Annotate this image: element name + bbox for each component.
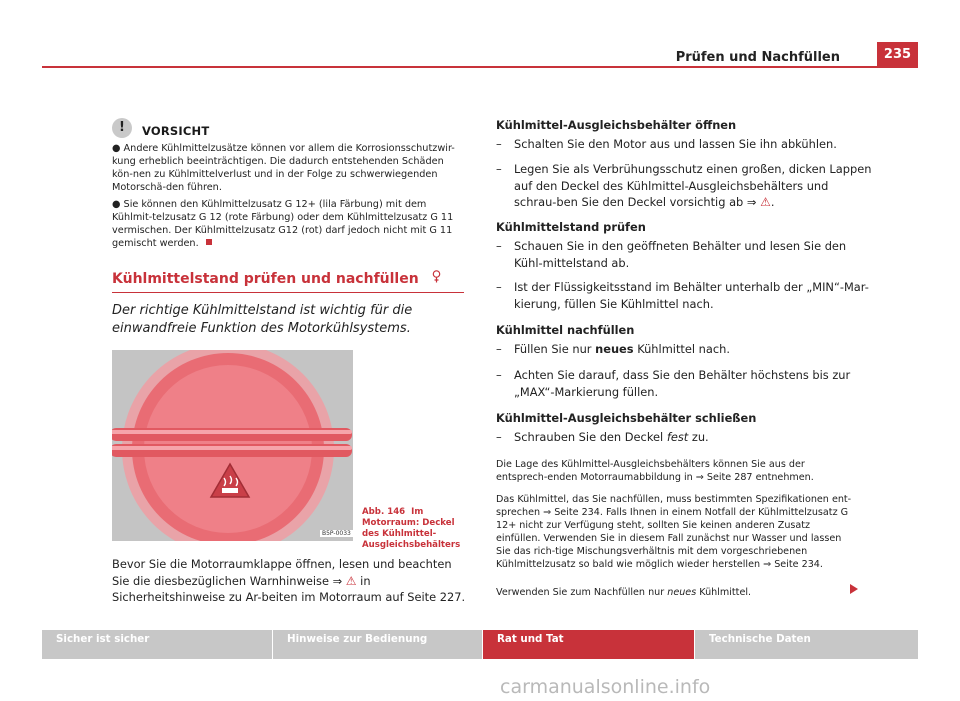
note-paragraph-1: Die Lage des Kühlmittel-Ausgleichsbehälters können Sie aus der entsprech-enden Motorraumabbildung in ⇒ Seite 287 entnehmen. bbox=[496, 459, 814, 483]
subheading-close: Kühlmittel-Ausgleichsbehälter schließen bbox=[496, 411, 757, 425]
subheading-open: Kühlmittel-Ausgleichsbehälter öffnen bbox=[496, 118, 737, 132]
subheading-check: Kühlmittelstand prüfen bbox=[496, 220, 646, 234]
warning-icon: ! bbox=[112, 118, 132, 138]
subheading-refill: Kühlmittel nachfüllen bbox=[496, 323, 635, 337]
footer-tab-hinweise[interactable]: Hinweise zur Bedienung bbox=[273, 630, 482, 659]
warning-bullet-2: ● Sie können den Kühlmittelzusatz G 12+ (lila Färbung) mit dem Kühlmit-telzusatz G 12 (rote Färbung) oder dem Kühlmittelzusatz G 11 vermischen. Der Kühlmittelzusatz G12 (rot) darf jedoch nicht mit G 11 gemischt werden. bbox=[112, 199, 454, 249]
list-item: – Ist der Flüssigkeitsstand im Behälter unterhalb der „MIN“-Mar-kierung, füllen Sie Kühlmittel nach. bbox=[496, 280, 869, 311]
warning-bullet-1: ● Andere Kühlmittelzusätze können vor allem die Korrosionsschutzwir-kung erheblich beeinträchtigen. Die dadurch entstehenden Schäden kön-nen zu Kühlmittelverlust und in der Folge zu schwerwiegenden Motorschä-den führen. bbox=[112, 143, 455, 193]
footer-tab-rat-und-tat[interactable]: Rat und Tat bbox=[483, 630, 694, 659]
bullet-icon: ● bbox=[112, 199, 121, 210]
page-header-title: Prüfen und Nachfüllen bbox=[675, 50, 840, 65]
list-item: – Füllen Sie nur neues Kühlmittel nach. bbox=[496, 342, 730, 356]
list-item: – Schalten Sie den Motor aus und lassen Sie ihn abkühlen. bbox=[496, 137, 837, 151]
list-item: – Schrauben Sie den Deckel fest zu. bbox=[496, 430, 709, 444]
list-item: – Achten Sie darauf, dass Sie den Behälter höchstens bis zur „MAX“-Markierung füllen. bbox=[496, 368, 851, 399]
figure-code: B5P-0033 bbox=[322, 530, 351, 537]
warning-title: VORSICHT bbox=[142, 124, 210, 138]
list-item: – Schauen Sie in den geöffneten Behälter und lesen Sie den Kühl-mittelstand ab. bbox=[496, 239, 847, 270]
note-paragraph-3: Verwenden Sie zum Nachfüllen nur neues Kühlmittel. bbox=[496, 587, 752, 598]
warning-triangle-icon: ⚠ bbox=[760, 195, 771, 209]
end-marker-icon bbox=[206, 239, 212, 245]
footer-tab-sicher[interactable]: Sicher ist sicher bbox=[42, 630, 272, 659]
list-item: – Legen Sie als Verbrühungsschutz einen großen, dicken Lappen auf den Deckel des Kühlmittel-Ausgleichsbehälters und schrau-ben Sie den Deckel vorsichtig ab ⇒ ⚠. bbox=[496, 162, 872, 209]
page-number: 235 bbox=[877, 42, 918, 66]
watermark: carmanualsonline.info bbox=[500, 676, 711, 698]
lead-paragraph: Bevor Sie die Motorraumklappe öffnen, lesen und beachten Sie die diesbezüglichen Warnhinweise ⇒ ⚠ in Sicherheitshinweise zu Ar-beiten im Motorraum auf Seite 227. bbox=[112, 557, 466, 604]
figure-caption: Abb. 146 Im Motorraum: Deckel des Kühlmittel-Ausgleichsbehälters bbox=[362, 507, 461, 550]
section-rule bbox=[112, 292, 464, 293]
header-rule bbox=[42, 66, 918, 68]
coolant-cap-figure bbox=[112, 350, 353, 541]
note-paragraph-2: Das Kühlmittel, das Sie nachfüllen, muss bestimmten Spezifikationen ent-sprechen ⇒ Seite 234. Falls Ihnen in einem Notfall der Kühlmittelzusatz G 12+ nicht zur Verfügung steht, sollten Sie keinen anderen Zusatz einfüllen. Verwenden Sie in diesem Fall zunächst nur Wasser und lassen Sie das rich-tige Mischungsverhältnis mit dem vorgeschriebenen Kühlmittelzusatz so bald wie möglich wieder herstellen ⇒ Seite 234. bbox=[496, 494, 852, 570]
bullet-icon: ● bbox=[112, 143, 121, 154]
warning-triangle-icon: ⚠ bbox=[345, 573, 357, 588]
section-intro: Der richtige Kühlmittelstand ist wichtig für die einwandfreie Funktion des Motorkühlsystems. bbox=[112, 303, 413, 336]
tool-icon bbox=[430, 270, 443, 287]
section-title: Kühlmittelstand prüfen und nachfüllen bbox=[112, 270, 443, 287]
footer-tab-technische-daten[interactable]: Technische Daten bbox=[695, 630, 918, 659]
continue-arrow-icon bbox=[850, 584, 858, 594]
